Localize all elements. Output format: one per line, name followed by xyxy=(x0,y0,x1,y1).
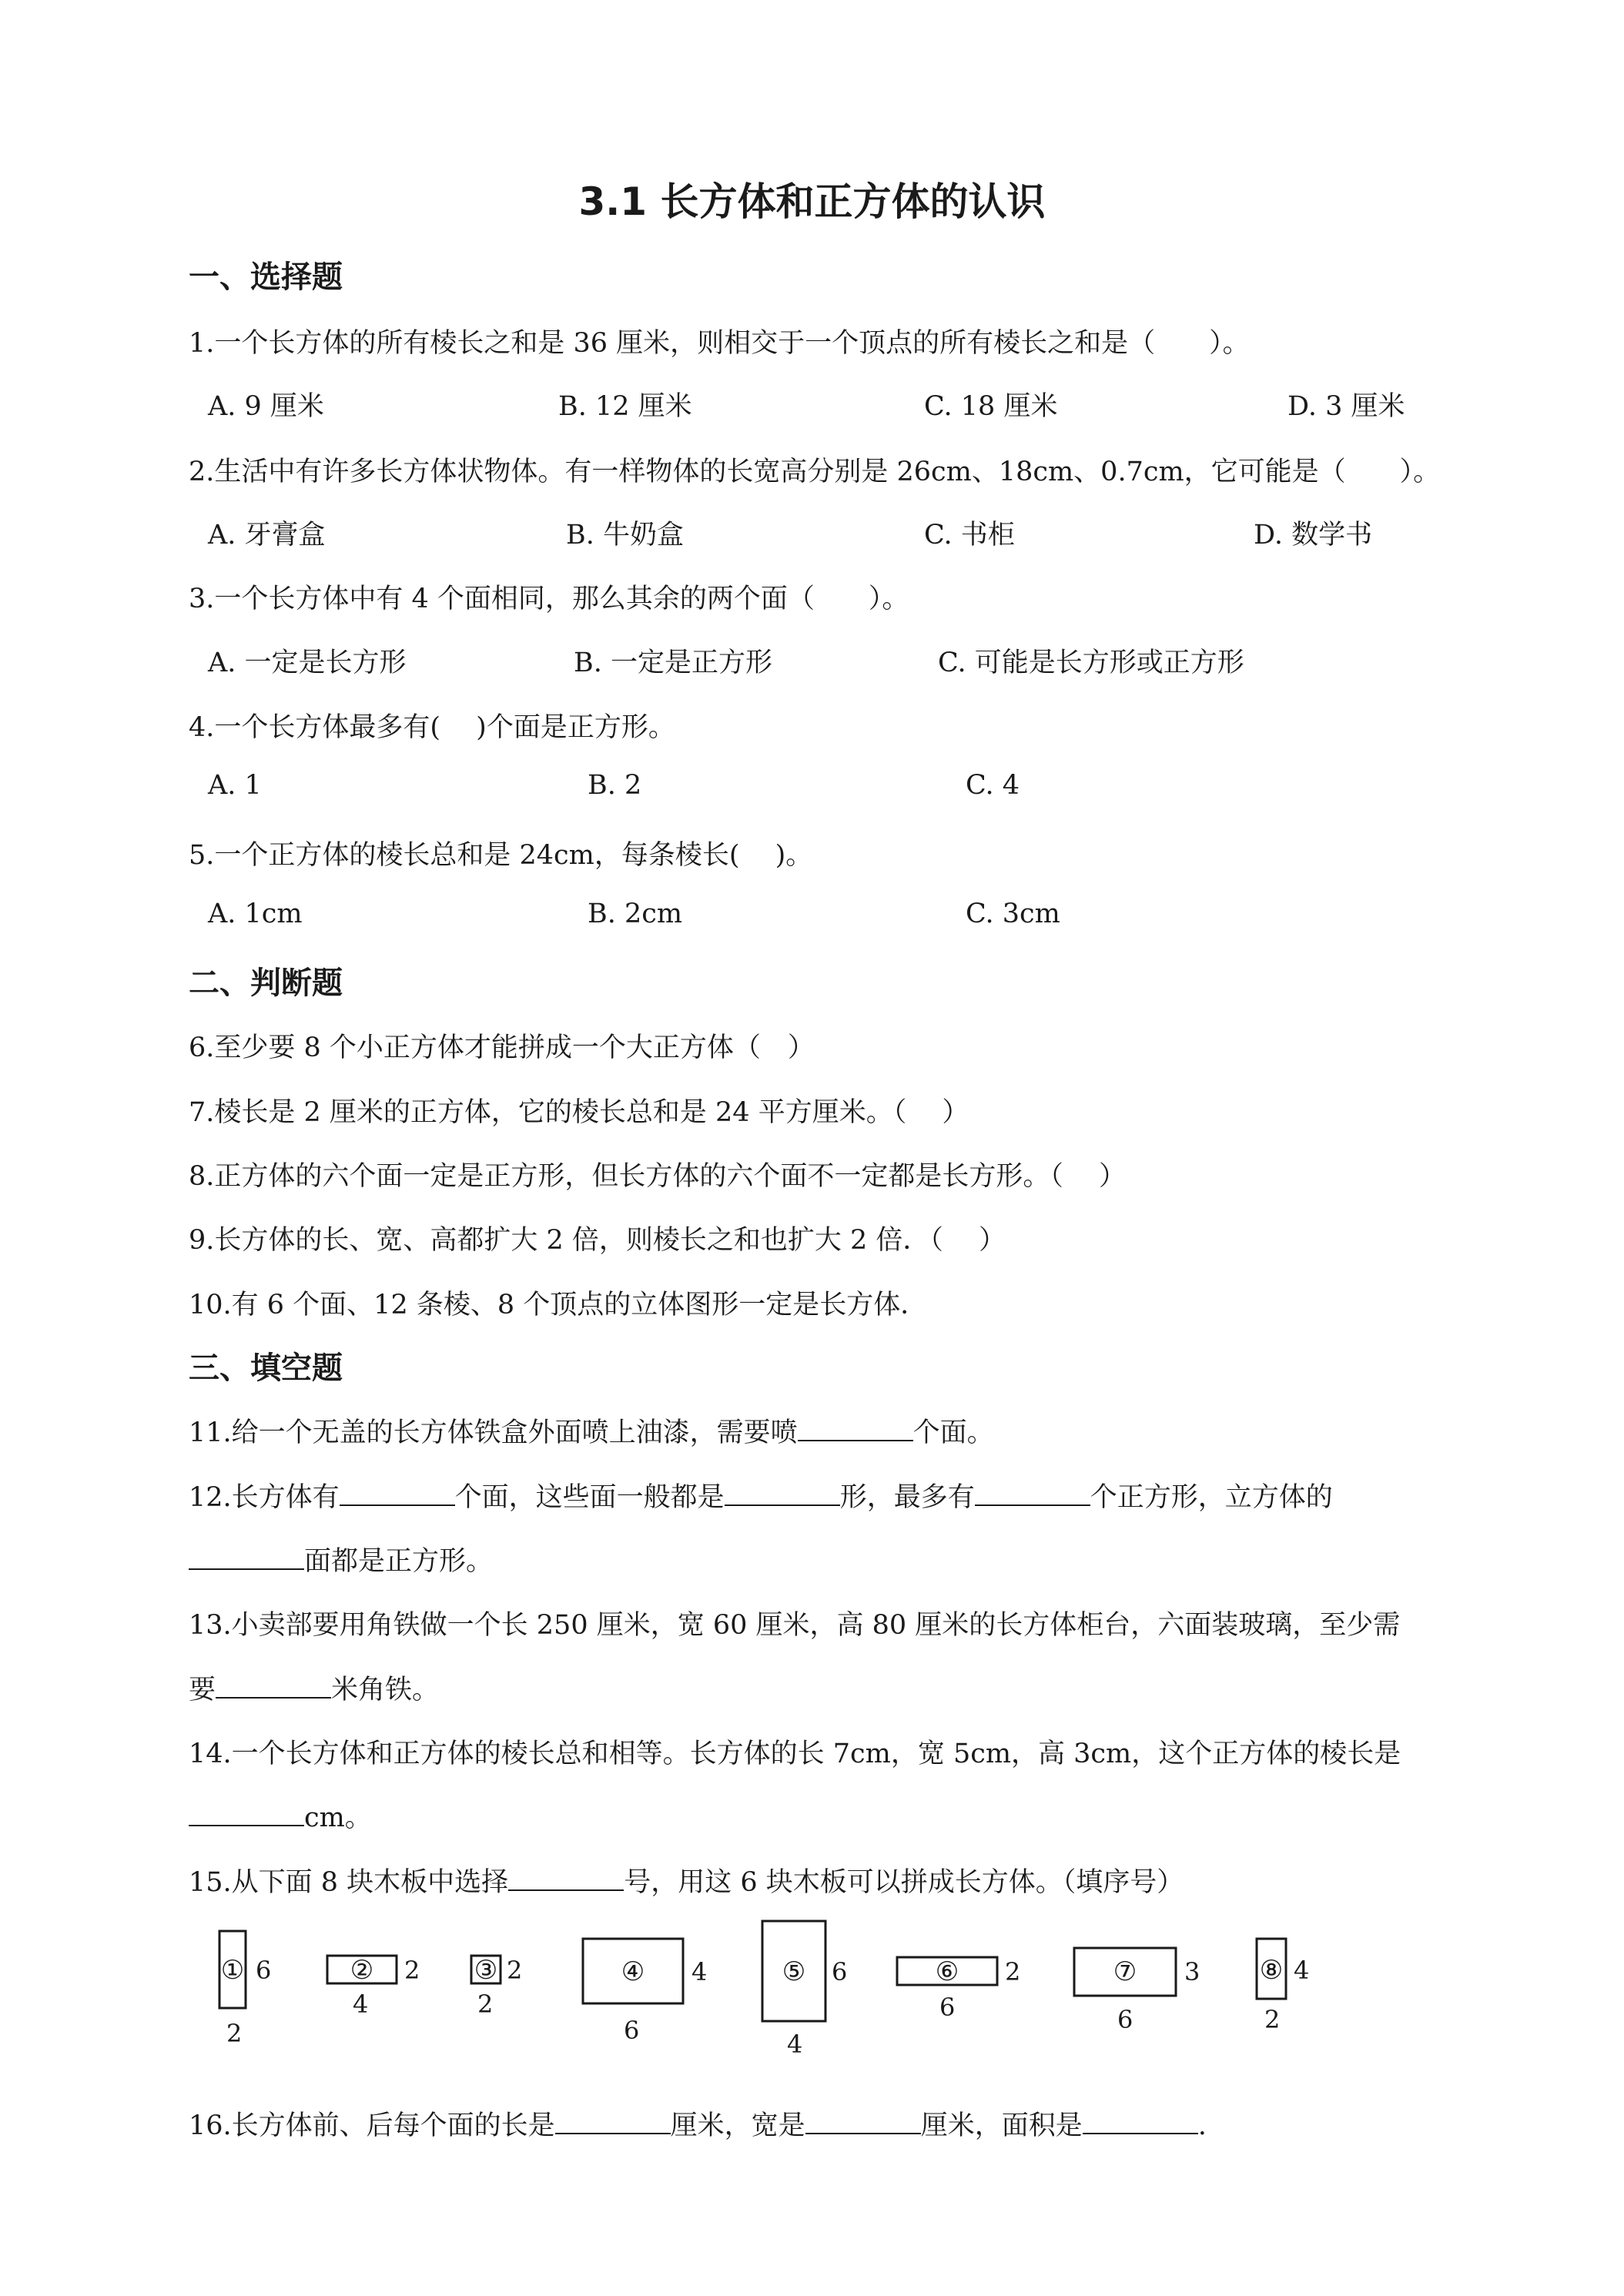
q16-blank-2 xyxy=(805,2107,921,2134)
board-8 xyxy=(1257,1939,1309,2034)
board-4-label: ④ xyxy=(621,1956,645,1987)
q5-option-c: C. 3cm xyxy=(966,899,1060,929)
page-title: 3.1 长方体和正方体的认识 xyxy=(578,179,1046,224)
question-1: 1.一个长方体的所有棱长之和是 36 厘米，则相交于一个顶点的所有棱长之和是（ ）。 xyxy=(189,328,1250,359)
q16-blank-3 xyxy=(1083,2107,1198,2134)
q3-option-c: C. 可能是长方形或正方形 xyxy=(938,648,1244,678)
boards-figure xyxy=(208,1917,1348,2063)
board-5-height: 6 xyxy=(832,1957,848,1986)
q4-option-c: C. 4 xyxy=(966,770,1020,801)
section-heading-choice: 一、选择题 xyxy=(189,259,343,295)
board-1-height: 6 xyxy=(256,1956,272,1985)
board-6 xyxy=(897,1956,1020,2022)
q14-text-2: cm。 xyxy=(304,1802,372,1833)
q4-option-b: B. 2 xyxy=(588,770,642,801)
board-8-label: ⑧ xyxy=(1259,1955,1284,1986)
question-8: 8.正方体的六个面一定是正方形，但长方体的六个面不一定都是长方形。（ ） xyxy=(189,1161,1127,1192)
q16-text-4: . xyxy=(1197,2110,1207,2141)
question-14-line-1: 14.一个长方体和正方体的棱长总和相等。长方体的长 7cm，宽 5cm，高 3cm，这个正方体的棱长是 xyxy=(189,1739,1401,1769)
q5-option-b: B. 2cm xyxy=(588,899,683,929)
board-6-width: 6 xyxy=(939,1993,956,2022)
q12-text-3: 形，最多有 xyxy=(839,1482,975,1513)
q1-option-a: A. 9 厘米 xyxy=(208,391,324,422)
q1-option-d: D. 3 厘米 xyxy=(1287,391,1405,422)
question-11 xyxy=(189,1411,994,1450)
q15-text-2: 号，用这 6 块木板可以拼成长方体。（填序号） xyxy=(624,1867,1184,1898)
board-4-height: 4 xyxy=(691,1957,708,1986)
q4-option-a: A. 1 xyxy=(208,770,262,801)
board-7-height: 3 xyxy=(1184,1957,1200,1986)
q12-text-2: 个面，这些面一般都是 xyxy=(454,1482,725,1513)
board-4 xyxy=(583,1939,707,2045)
q12-blank-4 xyxy=(189,1542,304,1570)
q11-text-2: 个面。 xyxy=(912,1417,994,1448)
q16-text-3: 厘米，面积是 xyxy=(920,2110,1083,2141)
q2-option-b: B. 牛奶盒 xyxy=(566,520,684,551)
q14-blank xyxy=(189,1799,304,1826)
board-2 xyxy=(327,1955,420,2019)
board-6-label: ⑥ xyxy=(935,1956,959,1987)
question-4: 4.一个长方体最多有( )个面是正方形。 xyxy=(189,712,675,743)
question-14-line-2 xyxy=(189,1796,372,1835)
q12-text-4: 个正方形，立方体的 xyxy=(1090,1482,1333,1513)
board-2-width: 4 xyxy=(353,1990,369,2019)
board-2-label: ② xyxy=(350,1955,374,1986)
question-9: 9.长方体的长、宽、高都扩大 2 倍，则棱长之和也扩大 2 倍．（ ） xyxy=(189,1225,1006,1256)
question-6: 6.至少要 8 个小正方体才能拼成一个大正方体（ ） xyxy=(189,1033,815,1063)
section-heading-fill: 三、填空题 xyxy=(189,1350,343,1386)
q12-blank-2 xyxy=(725,1478,840,1506)
board-6-height: 2 xyxy=(1005,1957,1021,1986)
q12-blank-1 xyxy=(340,1478,455,1506)
board-7-width: 6 xyxy=(1117,2005,1133,2034)
q15-blank xyxy=(508,1863,624,1891)
question-7: 7.棱长是 2 厘米的正方体，它的棱长总和是 24 平方厘米。（ ） xyxy=(189,1097,969,1128)
board-3 xyxy=(471,1955,522,2019)
board-4-width: 6 xyxy=(624,2016,640,2045)
q12-text-5: 面都是正方形。 xyxy=(304,1546,494,1577)
q11-blank xyxy=(798,1414,913,1441)
q16-text-1: 16.长方体前、后每个面的长是 xyxy=(189,2110,555,2141)
q12-blank-3 xyxy=(975,1478,1090,1506)
board-2-height: 2 xyxy=(404,1956,420,1985)
q15-text-1: 15.从下面 8 块木板中选择 xyxy=(189,1867,509,1898)
question-15 xyxy=(189,1861,1184,1899)
question-16 xyxy=(189,2104,1207,2143)
q12-text-1: 12.长方体有 xyxy=(189,1482,340,1513)
board-8-width: 2 xyxy=(1264,2005,1281,2034)
q2-option-a: A. 牙膏盒 xyxy=(208,520,326,551)
board-3-height: 2 xyxy=(507,1956,523,1985)
question-12-line-2 xyxy=(189,1540,493,1578)
question-5: 5.一个正方体的棱长总和是 24cm，每条棱长( )。 xyxy=(189,840,813,871)
q16-text-2: 厘米，宽是 xyxy=(670,2110,805,2141)
q2-option-d: D. 数学书 xyxy=(1254,520,1373,551)
board-5-label: ⑤ xyxy=(782,1956,806,1987)
q13-blank xyxy=(216,1671,331,1699)
question-12-line-1 xyxy=(189,1476,1333,1514)
question-3: 3.一个长方体中有 4 个面相同，那么其余的两个面（ ）。 xyxy=(189,584,909,614)
q3-option-b: B. 一定是正方形 xyxy=(574,648,772,678)
question-13-line-1: 13.小卖部要用角铁做一个长 250 厘米，宽 60 厘米，高 80 厘米的长方体柜台，六面装玻璃，至少需 xyxy=(189,1610,1401,1641)
board-7 xyxy=(1074,1948,1200,2034)
q5-option-a: A. 1cm xyxy=(208,899,303,929)
q13-text-2: 要 xyxy=(189,1675,216,1705)
question-13-line-2 xyxy=(189,1668,439,1707)
section-heading-judge: 二、判断题 xyxy=(189,966,343,1001)
q11-text-1: 11.给一个无盖的长方体铁盒外面喷上油漆，需要喷 xyxy=(189,1417,798,1448)
q16-blank-1 xyxy=(555,2107,671,2134)
board-1-label: ① xyxy=(220,1955,245,1986)
board-3-label: ③ xyxy=(474,1955,498,1986)
q3-option-a: A. 一定是长方形 xyxy=(208,648,407,678)
board-5 xyxy=(762,1921,847,2059)
q1-option-b: B. 12 厘米 xyxy=(558,391,692,422)
question-2: 2.生活中有许多长方体状物体。有一样物体的长宽高分别是 26cm、18cm、0.7cm，它可能是（ ）。 xyxy=(189,457,1441,487)
board-1-width: 2 xyxy=(226,2019,243,2048)
board-3-width: 2 xyxy=(477,1990,494,2019)
board-7-label: ⑦ xyxy=(1113,1956,1137,1987)
q1-option-c: C. 18 厘米 xyxy=(924,391,1058,422)
board-8-height: 4 xyxy=(1294,1956,1310,1985)
board-5-width: 4 xyxy=(787,2030,803,2059)
q2-option-c: C. 书柜 xyxy=(924,520,1015,551)
board-1 xyxy=(219,1931,271,2048)
question-10: 10.有 6 个面、12 条棱、8 个顶点的立体图形一定是长方体． xyxy=(189,1290,928,1320)
q13-text-3: 米角铁。 xyxy=(331,1675,440,1705)
